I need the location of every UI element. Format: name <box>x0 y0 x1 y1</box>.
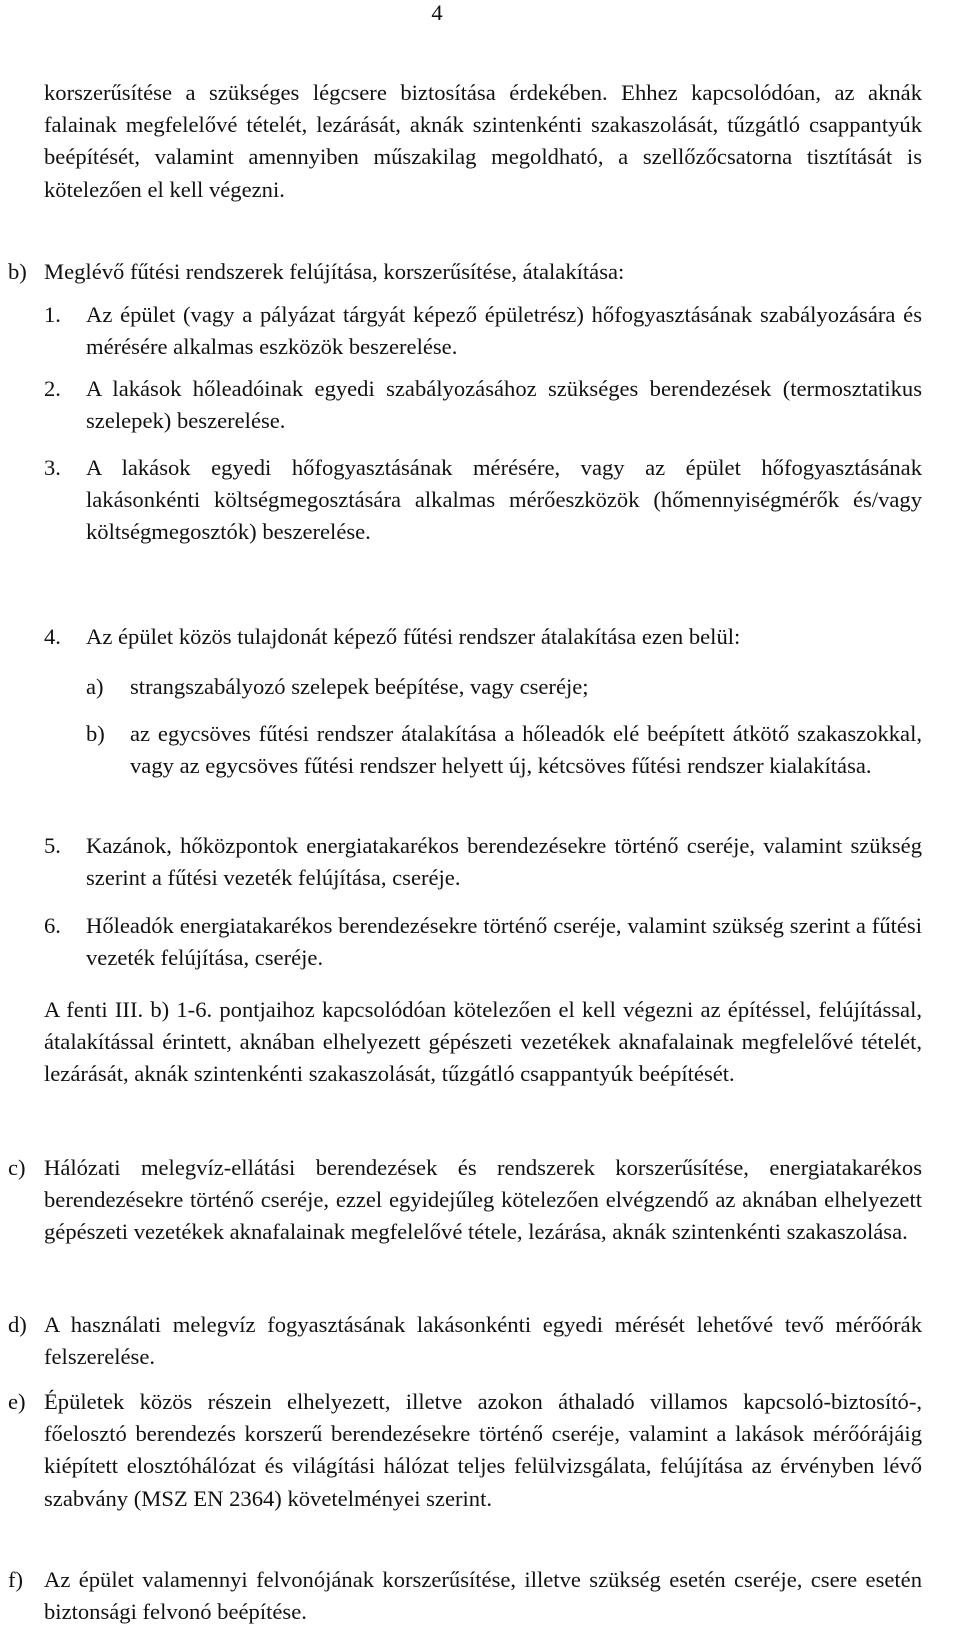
section-c-marker: c) <box>8 1155 26 1180</box>
section-e-text: Épületek közös részein elhelyezett, illetve azokon áthaladó villamos kapcsoló-biztosító-, főelosztó berendezés korszerű berendezésekre történő cseréje, valamint a lakások mérőórájáig kiépített elosztóhálózat és világítási hálózat teljes felülvizsgálata, felújítása az érvényben lévő szabvány (MSZ EN 2364) követelményei szerint. <box>44 1389 922 1511</box>
section-b-heading: Meglévő fűtési rendszerek felújítása, korszerűsítése, átalakítása: <box>44 259 625 284</box>
item-1-text: Az épület (vagy a pályázat tárgyát képező épületrész) hőfogyasztásának szabályozására és mérésére alkalmas eszközök beszerelése. <box>86 302 922 360</box>
section-d-marker: d) <box>8 1312 27 1337</box>
section-e-marker: e) <box>8 1389 26 1414</box>
item-2-marker: 2. <box>44 376 61 401</box>
item-1-marker: 1. <box>44 302 61 327</box>
item-6-marker: 6. <box>44 913 61 938</box>
item-3-text: A lakások egyedi hőfogyasztásának mérésére, vagy az épület hőfogyasztásának lakásonkénti költségmegosztására alkalmas mérőeszközök (hőmennyiségmérők és/vagy költségmegosztók) beszerelése. <box>86 455 922 545</box>
item-5-text: Kazánok, hőközpontok energiatakarékos berendezésekre történő cseréje, valamint szükség szerint a fűtési vezeték felújítása, cseréje. <box>86 833 922 891</box>
item-4-marker: 4. <box>44 624 61 649</box>
item-6-text: Hőleadók energiatakarékos berendezésekre történő cseréje, valamint szükség szerint a fűtési vezeték felújítása, cseréje. <box>86 913 922 971</box>
intro-paragraph: korszerűsítése a szükséges légcsere biztosítása érdekében. Ehhez kapcsolódóan, az aknák falainak megfelelővé tételét, lezárását, aknák szintenkénti szakaszolását, tűzgátló csappantyúk beépítését, valamint amennyiben műszakilag megoldható, a szellőzőcsatorna tisztítását is kötelezően el kell végezni. <box>44 80 922 202</box>
section-f-text: Az épület valamennyi felvonójának korszerűsítése, illetve szükség esetén cseréje, csere esetén biztonsági felvonó beépítése. <box>44 1567 922 1625</box>
section-f-marker: f) <box>8 1567 24 1592</box>
item-4-text: Az épület közös tulajdonát képező fűtési rendszer átalakítása ezen belül: <box>86 624 741 649</box>
item-2-text: A lakások hőleadóinak egyedi szabályozásához szükséges berendezések (termosztatikus szelepek) beszerelése. <box>86 376 922 434</box>
subitem-b-text: az egycsöves fűtési rendszer átalakítása a hőleadók elé beépített átkötő szakaszokkal, vagy az egycsöves fűtési rendszer helyett új, kétcsöves fűtési rendszer kialakítása. <box>130 721 922 779</box>
section-d-text: A használati melegvíz fogyasztásának lakásonkénti egyedi mérését lehetővé tevő mérőórák felszerelése. <box>44 1312 922 1370</box>
subitem-b-marker: b) <box>86 721 105 746</box>
item-3-marker: 3. <box>44 455 61 480</box>
closing-paragraph: A fenti III. b) 1-6. pontjaihoz kapcsolódóan kötelezően el kell végezni az építéssel, felújítással, átalakítással érintett, aknában elhelyezett gépészeti vezetékek aknafalainak megfelelővé tételét, lezárását, aknák szintenkénti szakaszolását, tűzgátló csappantyúk beépítését. <box>44 997 922 1087</box>
page-number: 4 <box>431 0 443 25</box>
subitem-a-text: strangszabályozó szelepek beépítése, vagy cseréje; <box>130 674 589 699</box>
section-c-text: Hálózati melegvíz-ellátási berendezések és rendszerek korszerűsítése, energiatakarékos berendezésekre történő cseréje, ezzel egyidejűleg kötelezően elvégzendő az aknában elhelyezett gépészeti vezetékek aknafalainak megfelelővé tétele, lezárása, aknák szintenkénti szakaszolása. <box>44 1155 922 1245</box>
item-5-marker: 5. <box>44 833 61 858</box>
subitem-a-marker: a) <box>86 674 104 699</box>
section-b-marker: b) <box>8 259 27 284</box>
